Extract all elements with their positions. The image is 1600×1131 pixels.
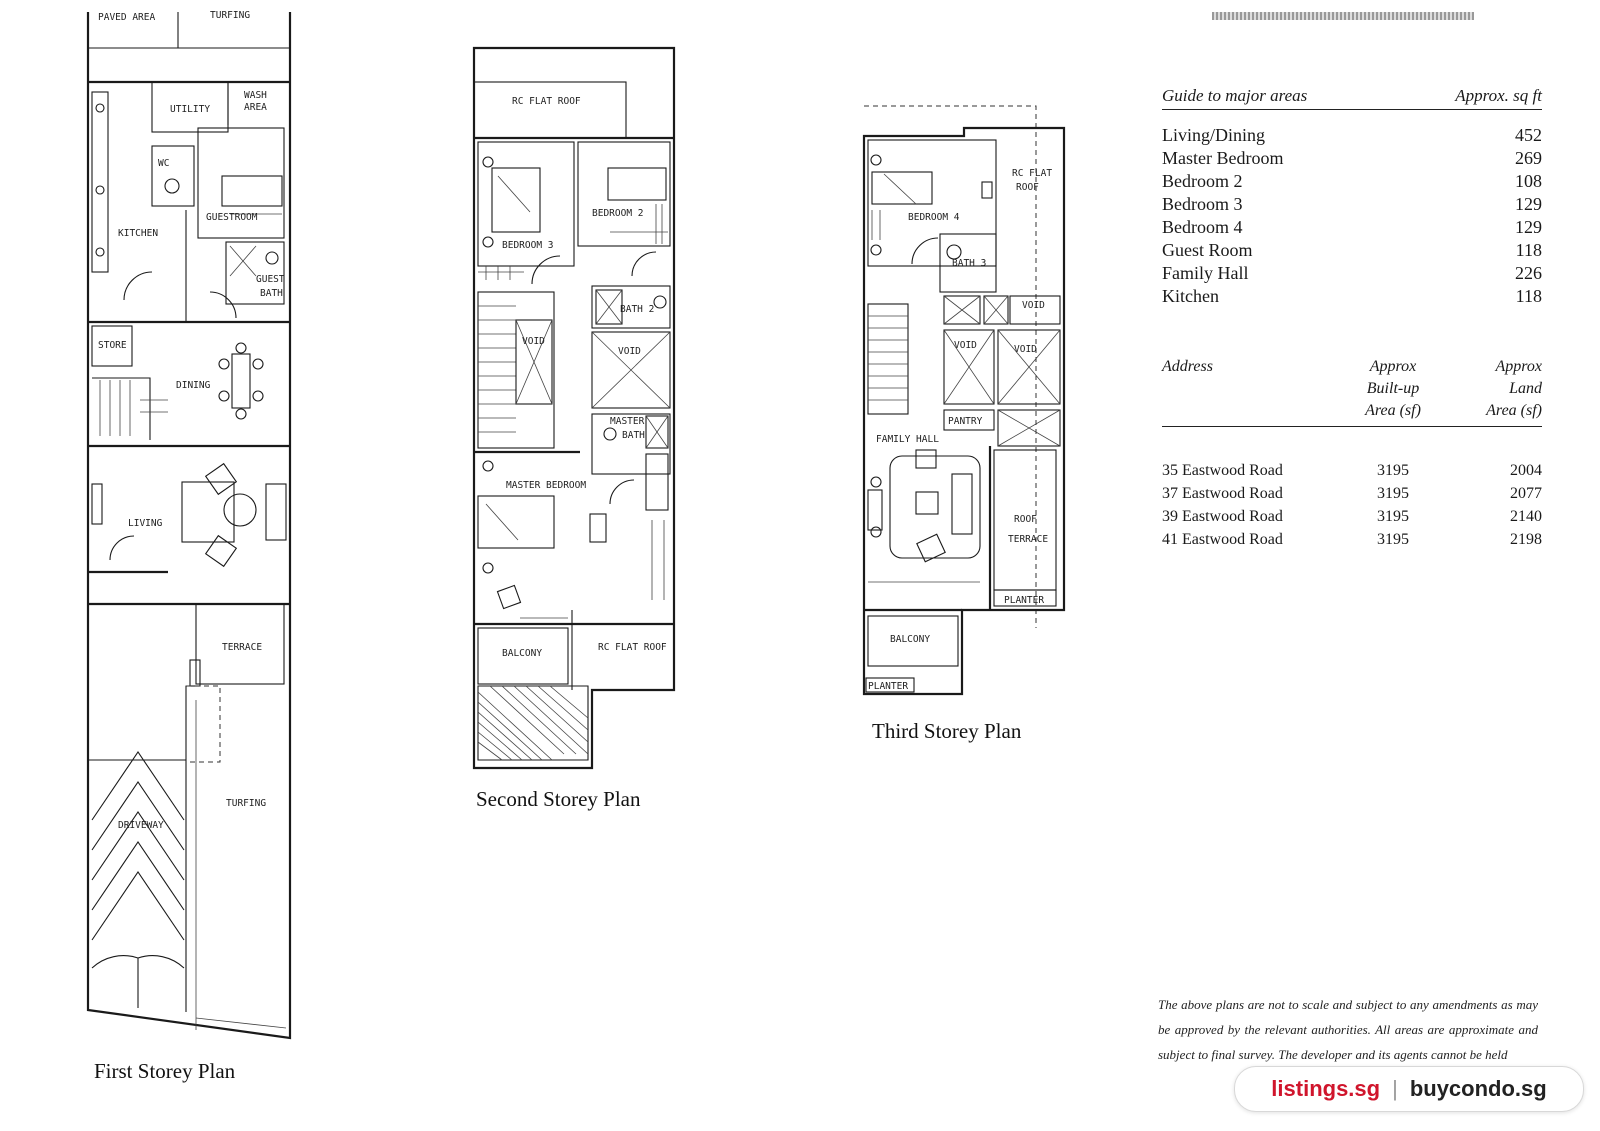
label-driveway: DRIVEWAY [118, 820, 164, 831]
top-decorative-bar [1212, 12, 1474, 20]
label-planter-right: PLANTER [1004, 595, 1045, 606]
col-land [1438, 356, 1542, 422]
label-rc-flat-roof-top: RC FLAT ROOF [512, 96, 581, 107]
area-name: Master Bedroom [1162, 148, 1284, 168]
second-storey-plan [474, 48, 674, 811]
label-family-hall: FAMILY HALL [876, 434, 939, 445]
label-dining: DINING [176, 380, 211, 391]
address-list [1162, 459, 1542, 551]
first-storey-title: First Storey Plan [94, 1059, 236, 1083]
area-sqft: 226 [1515, 263, 1542, 283]
label-bedroom-4: BEDROOM 4 [908, 212, 960, 223]
area-name: Guest Room [1162, 240, 1253, 260]
label-turfing-top: TURFING [210, 10, 251, 21]
col-land-line-3: Area (sf) [1486, 402, 1542, 419]
label-utility: UTILITY [170, 104, 211, 115]
col-builtup-line-1: Approx [1369, 358, 1417, 375]
label-master: MASTER [610, 416, 645, 427]
area-sqft: 108 [1515, 171, 1542, 191]
area-name: Living/Dining [1162, 125, 1265, 145]
builtup-cell: 3195 [1377, 462, 1409, 479]
area-sqft: 118 [1515, 240, 1542, 260]
address-table-header [1162, 356, 1542, 427]
label-rc-flat-roof-bottom: RC FLAT ROOF [598, 642, 667, 653]
land-cell: 2004 [1510, 462, 1542, 479]
address-cell: 35 Eastwood Road [1162, 462, 1283, 479]
builtup-cell: 3195 [1377, 531, 1409, 548]
label-void-c: VOID [1014, 344, 1037, 355]
area-row [1162, 124, 1542, 147]
watermark-buycondo-link[interactable]: buycondo.sg [1409, 1076, 1547, 1101]
label-balcony: BALCONY [502, 648, 543, 659]
col-land-line-2: Land [1509, 380, 1542, 397]
area-row [1162, 170, 1542, 193]
label-void-right: VOID [618, 346, 641, 357]
area-row [1162, 147, 1542, 170]
col-builtup-line-2: Built-up [1366, 380, 1420, 397]
col-address-label: Address [1162, 358, 1213, 375]
land-cell: 2198 [1510, 531, 1542, 548]
label-guest: GUEST [256, 274, 285, 285]
watermark-separator: | [1392, 1076, 1398, 1101]
label-balcony: BALCONY [890, 634, 931, 645]
label-bath-2: BATH 2 [620, 304, 655, 315]
label-pantry: PANTRY [948, 416, 983, 427]
label-bedroom-2: BEDROOM 2 [592, 208, 644, 219]
guide-header [1162, 86, 1542, 110]
guide-heading: Guide to major areas [1162, 86, 1308, 105]
area-sqft: 118 [1515, 286, 1542, 306]
col-land-line-1: Approx [1495, 358, 1542, 375]
builtup-cell: 3195 [1377, 485, 1409, 502]
area-row [1162, 193, 1542, 216]
address-row [1162, 528, 1542, 551]
label-paved-area: PAVED AREA [98, 12, 156, 23]
watermark-listings-link[interactable]: listings.sg [1271, 1076, 1381, 1101]
label-wash: WASH [244, 90, 267, 101]
label-store: STORE [98, 340, 127, 351]
address-row [1162, 459, 1542, 482]
address-cell: 41 Eastwood Road [1162, 531, 1283, 548]
label-void-left: VOID [522, 336, 545, 347]
label-bath-3: BATH 3 [952, 258, 987, 269]
area-row [1162, 262, 1542, 285]
address-row [1162, 482, 1542, 505]
label-void-a: VOID [1022, 300, 1045, 311]
area-info-panel [1162, 86, 1542, 551]
label-void-b: VOID [954, 340, 977, 351]
address-cell: 37 Eastwood Road [1162, 485, 1283, 502]
label-master-bath: BATH [622, 430, 645, 441]
label-bedroom-3: BEDROOM 3 [502, 240, 554, 251]
label-guestroom: GUESTROOM [206, 212, 258, 223]
label-guest-bath: BATH [260, 288, 283, 299]
area-name: Bedroom 2 [1162, 171, 1243, 191]
area-row [1162, 239, 1542, 262]
label-roof-terrace-top: ROOF [1014, 514, 1037, 525]
area-sqft: 452 [1515, 125, 1542, 145]
area-list [1162, 124, 1542, 308]
area-name: Bedroom 3 [1162, 194, 1243, 214]
label-turfing: TURFING [226, 798, 267, 809]
third-storey-plan [864, 106, 1064, 743]
label-roof: ROOF [1016, 182, 1039, 193]
land-cell: 2077 [1510, 485, 1542, 502]
label-terrace: TERRACE [222, 642, 263, 653]
area-row [1162, 285, 1542, 308]
builtup-cell: 3195 [1377, 508, 1409, 525]
disclaimer-text: The above plans are not to scale and subject to any amendments as may be approved by the relevant authorities. All areas are approximate and subject to final survey. The developer and its agents cannot be held [1158, 997, 1538, 1062]
watermark-badge[interactable] [1234, 1066, 1584, 1112]
label-roof-terrace: TERRACE [1008, 534, 1049, 545]
area-name: Bedroom 4 [1162, 217, 1243, 237]
area-name: Family Hall [1162, 263, 1249, 283]
area-sqft: 129 [1515, 194, 1542, 214]
label-master-bedroom: MASTER BEDROOM [506, 480, 587, 491]
area-row [1162, 216, 1542, 239]
label-kitchen: KITCHEN [118, 228, 159, 239]
address-row [1162, 505, 1542, 528]
first-storey-plan [88, 10, 290, 1083]
col-builtup [1348, 356, 1438, 422]
label-wash-area: AREA [244, 102, 267, 113]
col-builtup-line-3: Area (sf) [1365, 402, 1421, 419]
area-sqft: 269 [1515, 148, 1542, 168]
label-wc: WC [158, 158, 170, 169]
label-living: LIVING [128, 518, 163, 529]
area-sqft: 129 [1515, 217, 1542, 237]
land-cell: 2140 [1510, 508, 1542, 525]
col-address [1162, 356, 1348, 422]
label-planter-left: PLANTER [868, 681, 909, 692]
third-storey-title: Third Storey Plan [872, 719, 1022, 743]
guide-unit-heading: Approx. sq ft [1455, 86, 1542, 105]
area-name: Kitchen [1162, 286, 1219, 306]
label-rc-flat: RC FLAT [1012, 168, 1053, 179]
address-cell: 39 Eastwood Road [1162, 508, 1283, 525]
second-storey-title: Second Storey Plan [476, 787, 641, 811]
